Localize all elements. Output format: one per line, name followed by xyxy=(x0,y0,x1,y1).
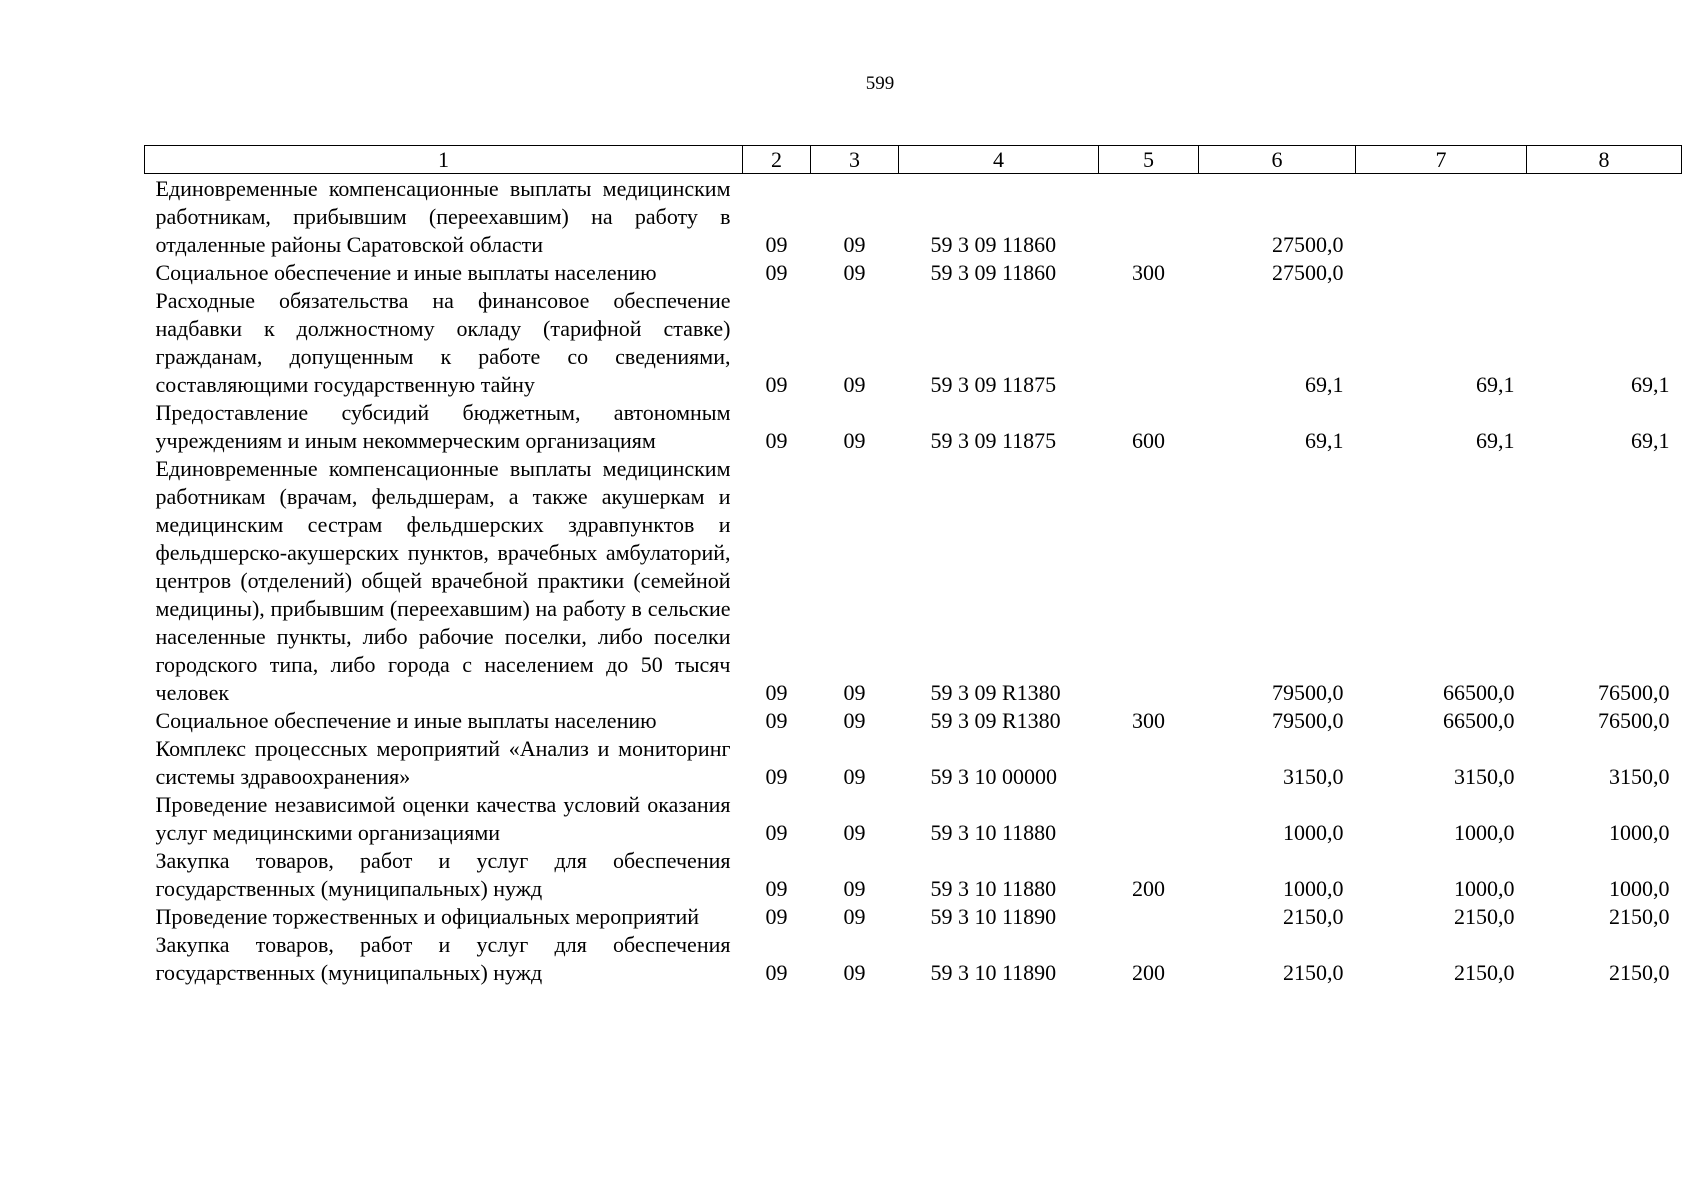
amount-col-6: 69,1 xyxy=(1305,428,1344,453)
budget-table xyxy=(144,145,1682,987)
subsection-code: 09 xyxy=(843,372,866,397)
target-article-code: 59 3 10 00000 xyxy=(930,764,1057,789)
expense-type-code xyxy=(1099,791,1199,847)
amount-col-8 xyxy=(1527,259,1682,287)
amount-col-6: 79500,0 xyxy=(1272,680,1344,705)
target-article-code: 59 3 10 11890 xyxy=(930,960,1057,985)
expense-type-code: 600 xyxy=(1132,428,1165,453)
column-header: 1 xyxy=(145,146,743,174)
expense-type-code: 200 xyxy=(1132,876,1165,901)
amount-col-8: 1000,0 xyxy=(1609,820,1670,845)
row-name: Проведение независимой оценки качества условий оказания услуг медицинскими организациями xyxy=(155,792,731,845)
section-code: 09 xyxy=(765,960,788,985)
amount-col-7: 3150,0 xyxy=(1454,764,1515,789)
row-name: Предоставление субсидий бюджетным, автономным учреждениям и иным некоммерческим организациям xyxy=(155,400,731,453)
table-row xyxy=(145,791,1682,847)
column-header: 2 xyxy=(743,146,811,174)
target-article-code: 59 3 09 11860 xyxy=(930,232,1057,257)
amount-col-7: 69,1 xyxy=(1476,428,1515,453)
amount-col-8: 76500,0 xyxy=(1598,680,1670,705)
column-header: 3 xyxy=(811,146,899,174)
table-row xyxy=(145,399,1682,455)
amount-col-6: 69,1 xyxy=(1305,372,1344,397)
subsection-code: 09 xyxy=(843,904,866,929)
section-code: 09 xyxy=(765,876,788,901)
page-number: 599 xyxy=(865,73,895,94)
subsection-code: 09 xyxy=(843,232,866,257)
row-name: Закупка товаров, работ и услуг для обеспечения государственных (муниципальных) нужд xyxy=(155,848,731,901)
section-code: 09 xyxy=(765,372,788,397)
subsection-code: 09 xyxy=(843,680,866,705)
subsection-code: 09 xyxy=(843,428,866,453)
table-row xyxy=(145,259,1682,287)
subsection-code: 09 xyxy=(843,764,866,789)
section-code: 09 xyxy=(765,680,788,705)
target-article-code: 59 3 10 11890 xyxy=(930,904,1057,929)
expense-type-code: 200 xyxy=(1132,960,1165,985)
expense-type-code: 300 xyxy=(1132,708,1165,733)
amount-col-8: 2150,0 xyxy=(1609,904,1670,929)
section-code: 09 xyxy=(765,708,788,733)
amount-col-6: 2150,0 xyxy=(1283,960,1344,985)
amount-col-7: 2150,0 xyxy=(1454,904,1515,929)
table-row xyxy=(145,707,1682,735)
section-code: 09 xyxy=(765,260,788,285)
table-row xyxy=(145,287,1682,399)
amount-col-7: 1000,0 xyxy=(1454,820,1515,845)
expense-type-code: 300 xyxy=(1132,260,1165,285)
row-name: Проведение торжественных и официальных мероприятий xyxy=(155,904,700,929)
table-row xyxy=(145,931,1682,987)
subsection-code: 09 xyxy=(843,708,866,733)
table-row xyxy=(145,455,1682,707)
section-code: 09 xyxy=(765,764,788,789)
amount-col-8: 2150,0 xyxy=(1609,960,1670,985)
amount-col-7: 66500,0 xyxy=(1443,680,1515,705)
subsection-code: 09 xyxy=(843,960,866,985)
row-name: Социальное обеспечение и иные выплаты населению xyxy=(155,260,657,285)
section-code: 09 xyxy=(765,820,788,845)
column-header: 8 xyxy=(1527,146,1682,174)
amount-col-8: 1000,0 xyxy=(1609,876,1670,901)
expense-type-code xyxy=(1099,174,1199,260)
amount-col-6: 2150,0 xyxy=(1283,904,1344,929)
table-row xyxy=(145,735,1682,791)
row-name: Социальное обеспечение и иные выплаты населению xyxy=(155,708,657,733)
amount-col-7: 69,1 xyxy=(1476,372,1515,397)
column-header: 4 xyxy=(899,146,1099,174)
expense-type-code xyxy=(1099,735,1199,791)
amount-col-6: 27500,0 xyxy=(1272,232,1344,257)
amount-col-7: 1000,0 xyxy=(1454,876,1515,901)
column-header: 7 xyxy=(1356,146,1527,174)
amount-col-8: 69,1 xyxy=(1631,372,1670,397)
target-article-code: 59 3 10 11880 xyxy=(930,820,1057,845)
amount-col-8: 76500,0 xyxy=(1598,708,1670,733)
header-row xyxy=(145,146,1682,174)
target-article-code: 59 3 09 R1380 xyxy=(930,708,1061,733)
amount-col-6: 3150,0 xyxy=(1283,764,1344,789)
row-name: Единовременные компенсационные выплаты медицинским работникам (врачам, фельдшерам, а также акушеркам и медицинским сестрам фельдшерских здравпунктов и фельдшерско-акушерских пунктов, врачебных амбулаторий, центров (отделений) общей врачебной практики (семейной медицины), прибывшим (переехавшим) на работу в сельские населенные пункты, либо рабочие поселки, либо поселки городского типа, либо города с населением до 50 тысяч человек xyxy=(155,456,731,705)
row-name: Единовременные компенсационные выплаты медицинским работникам, прибывшим (переехавшим) на работу в отдаленные районы Саратовской области xyxy=(155,176,731,257)
amount-col-8: 3150,0 xyxy=(1609,764,1670,789)
expense-type-code xyxy=(1099,903,1199,931)
column-header: 6 xyxy=(1199,146,1356,174)
target-article-code: 59 3 09 11875 xyxy=(930,372,1057,397)
section-code: 09 xyxy=(765,428,788,453)
section-code: 09 xyxy=(765,232,788,257)
subsection-code: 09 xyxy=(843,876,866,901)
column-header: 5 xyxy=(1099,146,1199,174)
row-name: Комплекс процессных мероприятий «Анализ и мониторинг системы здравоохранения» xyxy=(155,736,731,789)
subsection-code: 09 xyxy=(843,820,866,845)
amount-col-7 xyxy=(1356,259,1527,287)
row-name: Расходные обязательства на финансовое обеспечение надбавки к должностному окладу (тарифной ставке) гражданам, допущенным к работе со сведениями, составляющими государственную тайну xyxy=(155,288,731,397)
expense-type-code xyxy=(1099,287,1199,399)
amount-col-6: 1000,0 xyxy=(1283,876,1344,901)
amount-col-7: 2150,0 xyxy=(1454,960,1515,985)
target-article-code: 59 3 09 11875 xyxy=(930,428,1057,453)
amount-col-6: 1000,0 xyxy=(1283,820,1344,845)
target-article-code: 59 3 09 11860 xyxy=(930,260,1057,285)
amount-col-6: 79500,0 xyxy=(1272,708,1344,733)
row-name: Закупка товаров, работ и услуг для обеспечения государственных (муниципальных) нужд xyxy=(155,932,731,985)
table-row xyxy=(145,847,1682,903)
target-article-code: 59 3 09 R1380 xyxy=(930,680,1061,705)
amount-col-8: 69,1 xyxy=(1631,428,1670,453)
target-article-code: 59 3 10 11880 xyxy=(930,876,1057,901)
section-code: 09 xyxy=(765,904,788,929)
amount-col-7 xyxy=(1356,174,1527,260)
subsection-code: 09 xyxy=(843,260,866,285)
table-row xyxy=(145,903,1682,931)
table-row xyxy=(145,174,1682,260)
amount-col-7: 66500,0 xyxy=(1443,708,1515,733)
expense-type-code xyxy=(1099,455,1199,707)
amount-col-6: 27500,0 xyxy=(1272,260,1344,285)
amount-col-8 xyxy=(1527,174,1682,260)
